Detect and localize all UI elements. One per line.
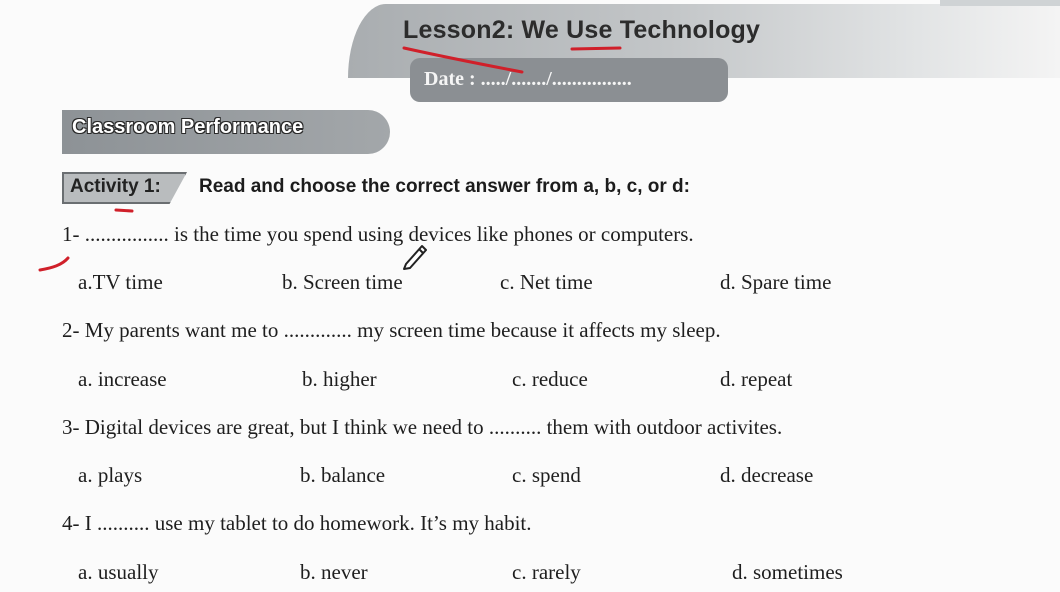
q2-option-c[interactable]: c. reduce (512, 367, 588, 391)
q3-option-d[interactable]: d. decrease (720, 463, 814, 487)
q4-option-c[interactable]: c. rarely (512, 560, 581, 584)
activity-instruction: Read and choose the correct answer from a, b, c, or d: (199, 176, 690, 197)
question-3: 3- Digital devices are great, but I think we need to .......... them with outdoor activites. (62, 415, 783, 439)
check-mark-q1 (40, 258, 68, 270)
q2-option-a[interactable]: a. increase (78, 367, 167, 391)
question-4: 4- I .......... use my tablet to do homework. It’s my habit. (62, 511, 532, 535)
q4-option-a[interactable]: a. usually (78, 560, 159, 584)
activity-tag: Activity 1: (70, 176, 161, 197)
q1-option-c[interactable]: c. Net time (500, 270, 593, 294)
q1-option-d[interactable]: d. Spare time (720, 270, 832, 294)
q3-option-b[interactable]: b. balance (300, 463, 386, 487)
section-title: Classroom Performance (72, 116, 304, 138)
question-2: 2- My parents want me to ............. my screen time because it affects my sleep. (62, 318, 721, 342)
q4-option-b[interactable]: b. never (300, 560, 368, 584)
question-1: 1- ................ is the time you spend using devices like phones or computers. (62, 222, 694, 246)
q2-option-b[interactable]: b. higher (302, 367, 377, 391)
lesson-title: Lesson2: We Use Technology (403, 16, 761, 44)
q2-option-d[interactable]: d. repeat (720, 367, 793, 391)
q3-option-a[interactable]: a. plays (78, 463, 143, 487)
q1-option-a[interactable]: a.TV time (78, 270, 163, 294)
q3-option-c[interactable]: c. spend (512, 463, 581, 487)
q1-option-b[interactable]: b. Screen time (282, 270, 403, 294)
q4-option-d[interactable]: d. sometimes (732, 560, 843, 584)
date-label: Date : ...../......./................ (424, 68, 632, 90)
banner-top-line (940, 0, 1060, 6)
underline-activity (116, 210, 132, 211)
